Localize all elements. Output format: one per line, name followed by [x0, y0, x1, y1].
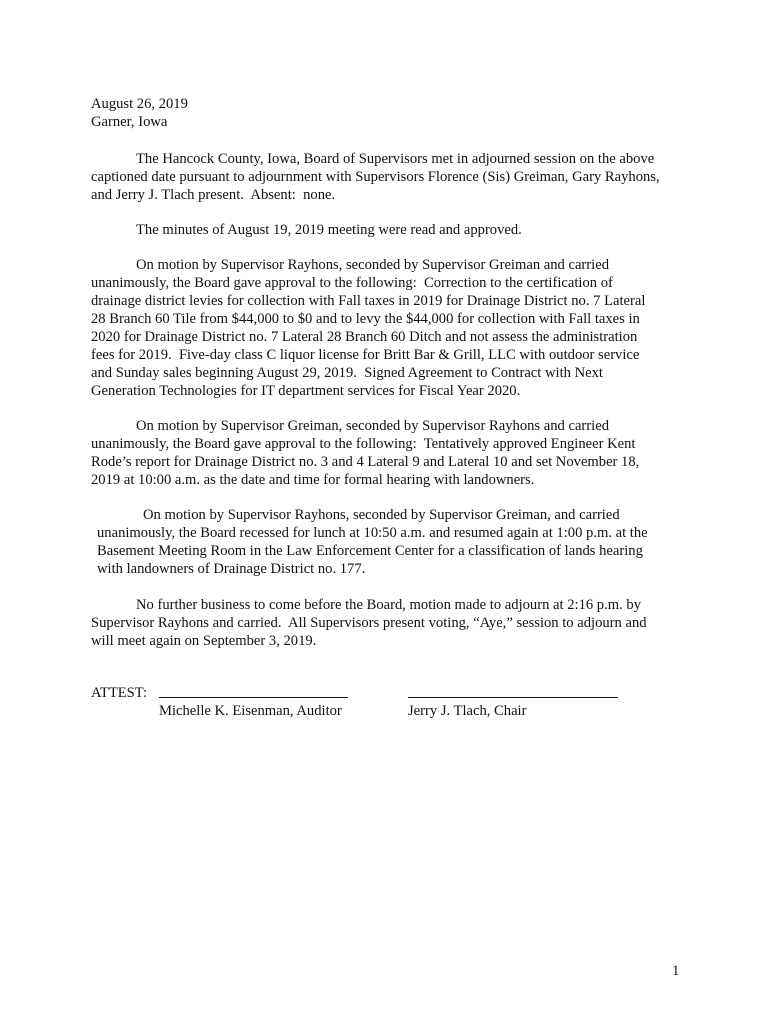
meeting-date: August 26, 2019 — [91, 96, 188, 112]
paragraph-5-line-2: unanimously, the Board recessed for lunch at 10:50 a.m. and resumed again at 1:00 p.m. at the — [97, 525, 648, 541]
paragraph-2-line-1: The minutes of August 19, 2019 meeting were read and approved. — [136, 222, 522, 238]
paragraph-3-line-8: Generation Technologies for IT department services for Fiscal Year 2020. — [91, 383, 521, 399]
page-number: 1 — [672, 963, 680, 979]
paragraph-3-line-4: 28 Branch 60 Tile from $44,000 to $0 and to levy the $44,000 for collection with Fall taxes in — [91, 311, 640, 327]
paragraph-4-line-4: 2019 at 10:00 a.m. as the date and time for formal hearing with landowners. — [91, 472, 535, 488]
paragraph-3-line-7: and Sunday sales beginning August 29, 2019. Signed Agreement to Contract with Next — [91, 365, 603, 381]
paragraph-6-line-1: No further business to come before the Board, motion made to adjourn at 2:16 p.m. by — [136, 597, 641, 613]
paragraph-3-line-5: 2020 for Drainage District no. 7 Lateral 28 Branch 60 Ditch and not assess the administration — [91, 329, 638, 345]
chair-signature-line — [408, 697, 618, 698]
paragraph-3-line-3: drainage district levies for collection with Fall taxes in 2019 for Drainage District no. 7 Lateral — [91, 293, 646, 309]
paragraph-3-line-1: On motion by Supervisor Rayhons, seconded by Supervisor Greiman and carried — [136, 257, 609, 273]
chair-name: Jerry J. Tlach, Chair — [408, 703, 527, 719]
attest-label: ATTEST: — [91, 685, 148, 701]
paragraph-3-line-6: fees for 2019. Five-day class C liquor license for Britt Bar & Grill, LLC with outdoor service — [91, 347, 640, 363]
auditor-signature-line — [159, 697, 348, 698]
paragraph-6-line-2: Supervisor Rayhons and carried. All Supervisors present voting, “Aye,” session to adjourn and — [91, 615, 647, 631]
paragraph-1-line-3: and Jerry J. Tlach present. Absent: none. — [91, 187, 336, 203]
paragraph-4-line-2: unanimously, the Board gave approval to the following: Tentatively approved Engineer Kent — [91, 436, 636, 452]
paragraph-4-line-3: Rode’s report for Drainage District no. 3 and 4 Lateral 9 and Lateral 10 and set November 18, — [91, 454, 640, 470]
paragraph-1-line-1: The Hancock County, Iowa, Board of Supervisors met in adjourned session on the above — [136, 151, 655, 167]
paragraph-5-line-3: Basement Meeting Room in the Law Enforcement Center for a classification of lands hearing — [97, 543, 643, 559]
meeting-location: Garner, Iowa — [91, 114, 168, 130]
paragraph-1-line-2: captioned date pursuant to adjournment with Supervisors Florence (Sis) Greiman, Gary Rayhons, — [91, 169, 660, 185]
paragraph-6-line-3: will meet again on September 3, 2019. — [91, 633, 317, 649]
paragraph-5-line-1: On motion by Supervisor Rayhons, seconded by Supervisor Greiman, and carried — [143, 507, 620, 523]
paragraph-3-line-2: unanimously, the Board gave approval to the following: Correction to the certification of — [91, 275, 613, 291]
auditor-name: Michelle K. Eisenman, Auditor — [159, 703, 342, 719]
paragraph-4-line-1: On motion by Supervisor Greiman, seconded by Supervisor Rayhons and carried — [136, 418, 609, 434]
paragraph-5-line-4: with landowners of Drainage District no. 177. — [97, 561, 366, 577]
